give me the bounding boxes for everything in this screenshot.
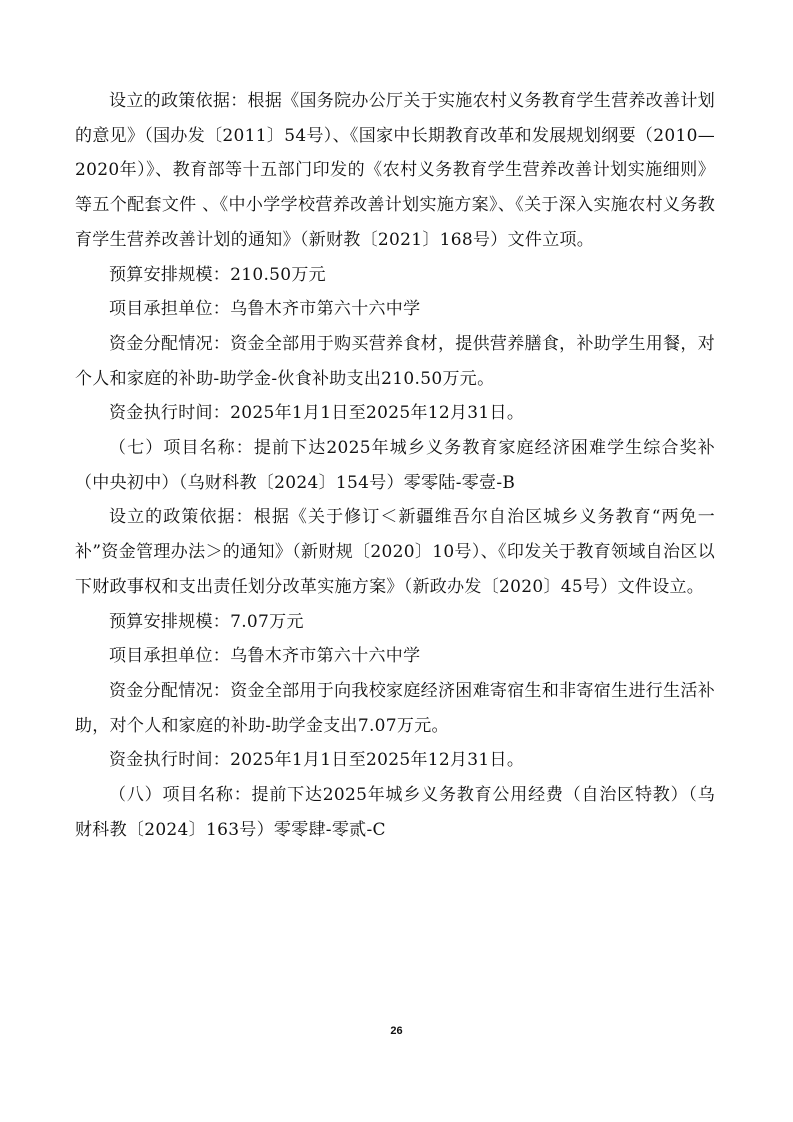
- budget-scale: 预算安排规模：210.50万元: [109, 264, 326, 285]
- policy-basis-paragraph-7: 设立的政策依据：根据《关于修订＜新疆维吾尔自治区城乡义务教育“两免一补”资金管理办法＞的通知》（新财规〔2020〕10号）、《印发关于教育领域自治区以下财政事权和支出责任划分改革实施方案》（新政办发〔2020〕45号）文件设立。: [75, 507, 715, 597]
- responsible-unit: 项目承担单位：乌鲁木齐市第六十六中学: [109, 299, 421, 320]
- responsible-unit-7: 项目承担单位：乌鲁木齐市第六十六中学: [109, 646, 421, 667]
- fund-allocation: 资金分配情况：资金全部用于购买营养食材，提供营养膳食，补助学生用餐，对个人和家庭的补助-助学金-伙食补助支出210.50万元。: [75, 333, 715, 389]
- budget-scale-7: 预算安排规模：7.07万元: [109, 611, 304, 632]
- project-name-8: （八）项目名称：提前下达2025年城乡义务教育公用经费（自治区特教）（乌财科教〔2024〕163号）零零肆-零贰-C: [75, 785, 715, 840]
- document-body: [75, 84, 715, 847]
- execution-time: 资金执行时间：2025年1月1日至2025年12月31日。: [109, 403, 525, 424]
- fund-allocation-7: 资金分配情况：资金全部用于向我校家庭经济困难寄宿生和非寄宿生进行生活补助，对个人和家庭的补助-助学金支出7.07万元。: [75, 680, 715, 736]
- execution-time-7: 资金执行时间：2025年1月1日至2025年12月31日。: [109, 750, 525, 771]
- policy-basis-paragraph: 设立的政策依据：根据《国务院办公厅关于实施农村义务教育学生营养改善计划的意见》（国办发〔2011〕54号）、《国家中长期教育改革和发展规划纲要（2010—2020年）》、教育部等十五部门印发的《农村义务教育学生营养改善计划实施细则》等五个配套文件 、《中小学学校营养改善计划实施方案》、《关于深入实施农村义务教育学生营养改善计划的通知》（新财教〔2021〕168号）文件立项。: [75, 91, 715, 250]
- page-number: 26: [390, 1025, 403, 1037]
- project-name-7: （七）项目名称：提前下达2025年城乡义务教育家庭经济困难学生综合奖补（中央初中）（乌财科教〔2024〕154号）零零陆-零壹-B: [75, 438, 715, 493]
